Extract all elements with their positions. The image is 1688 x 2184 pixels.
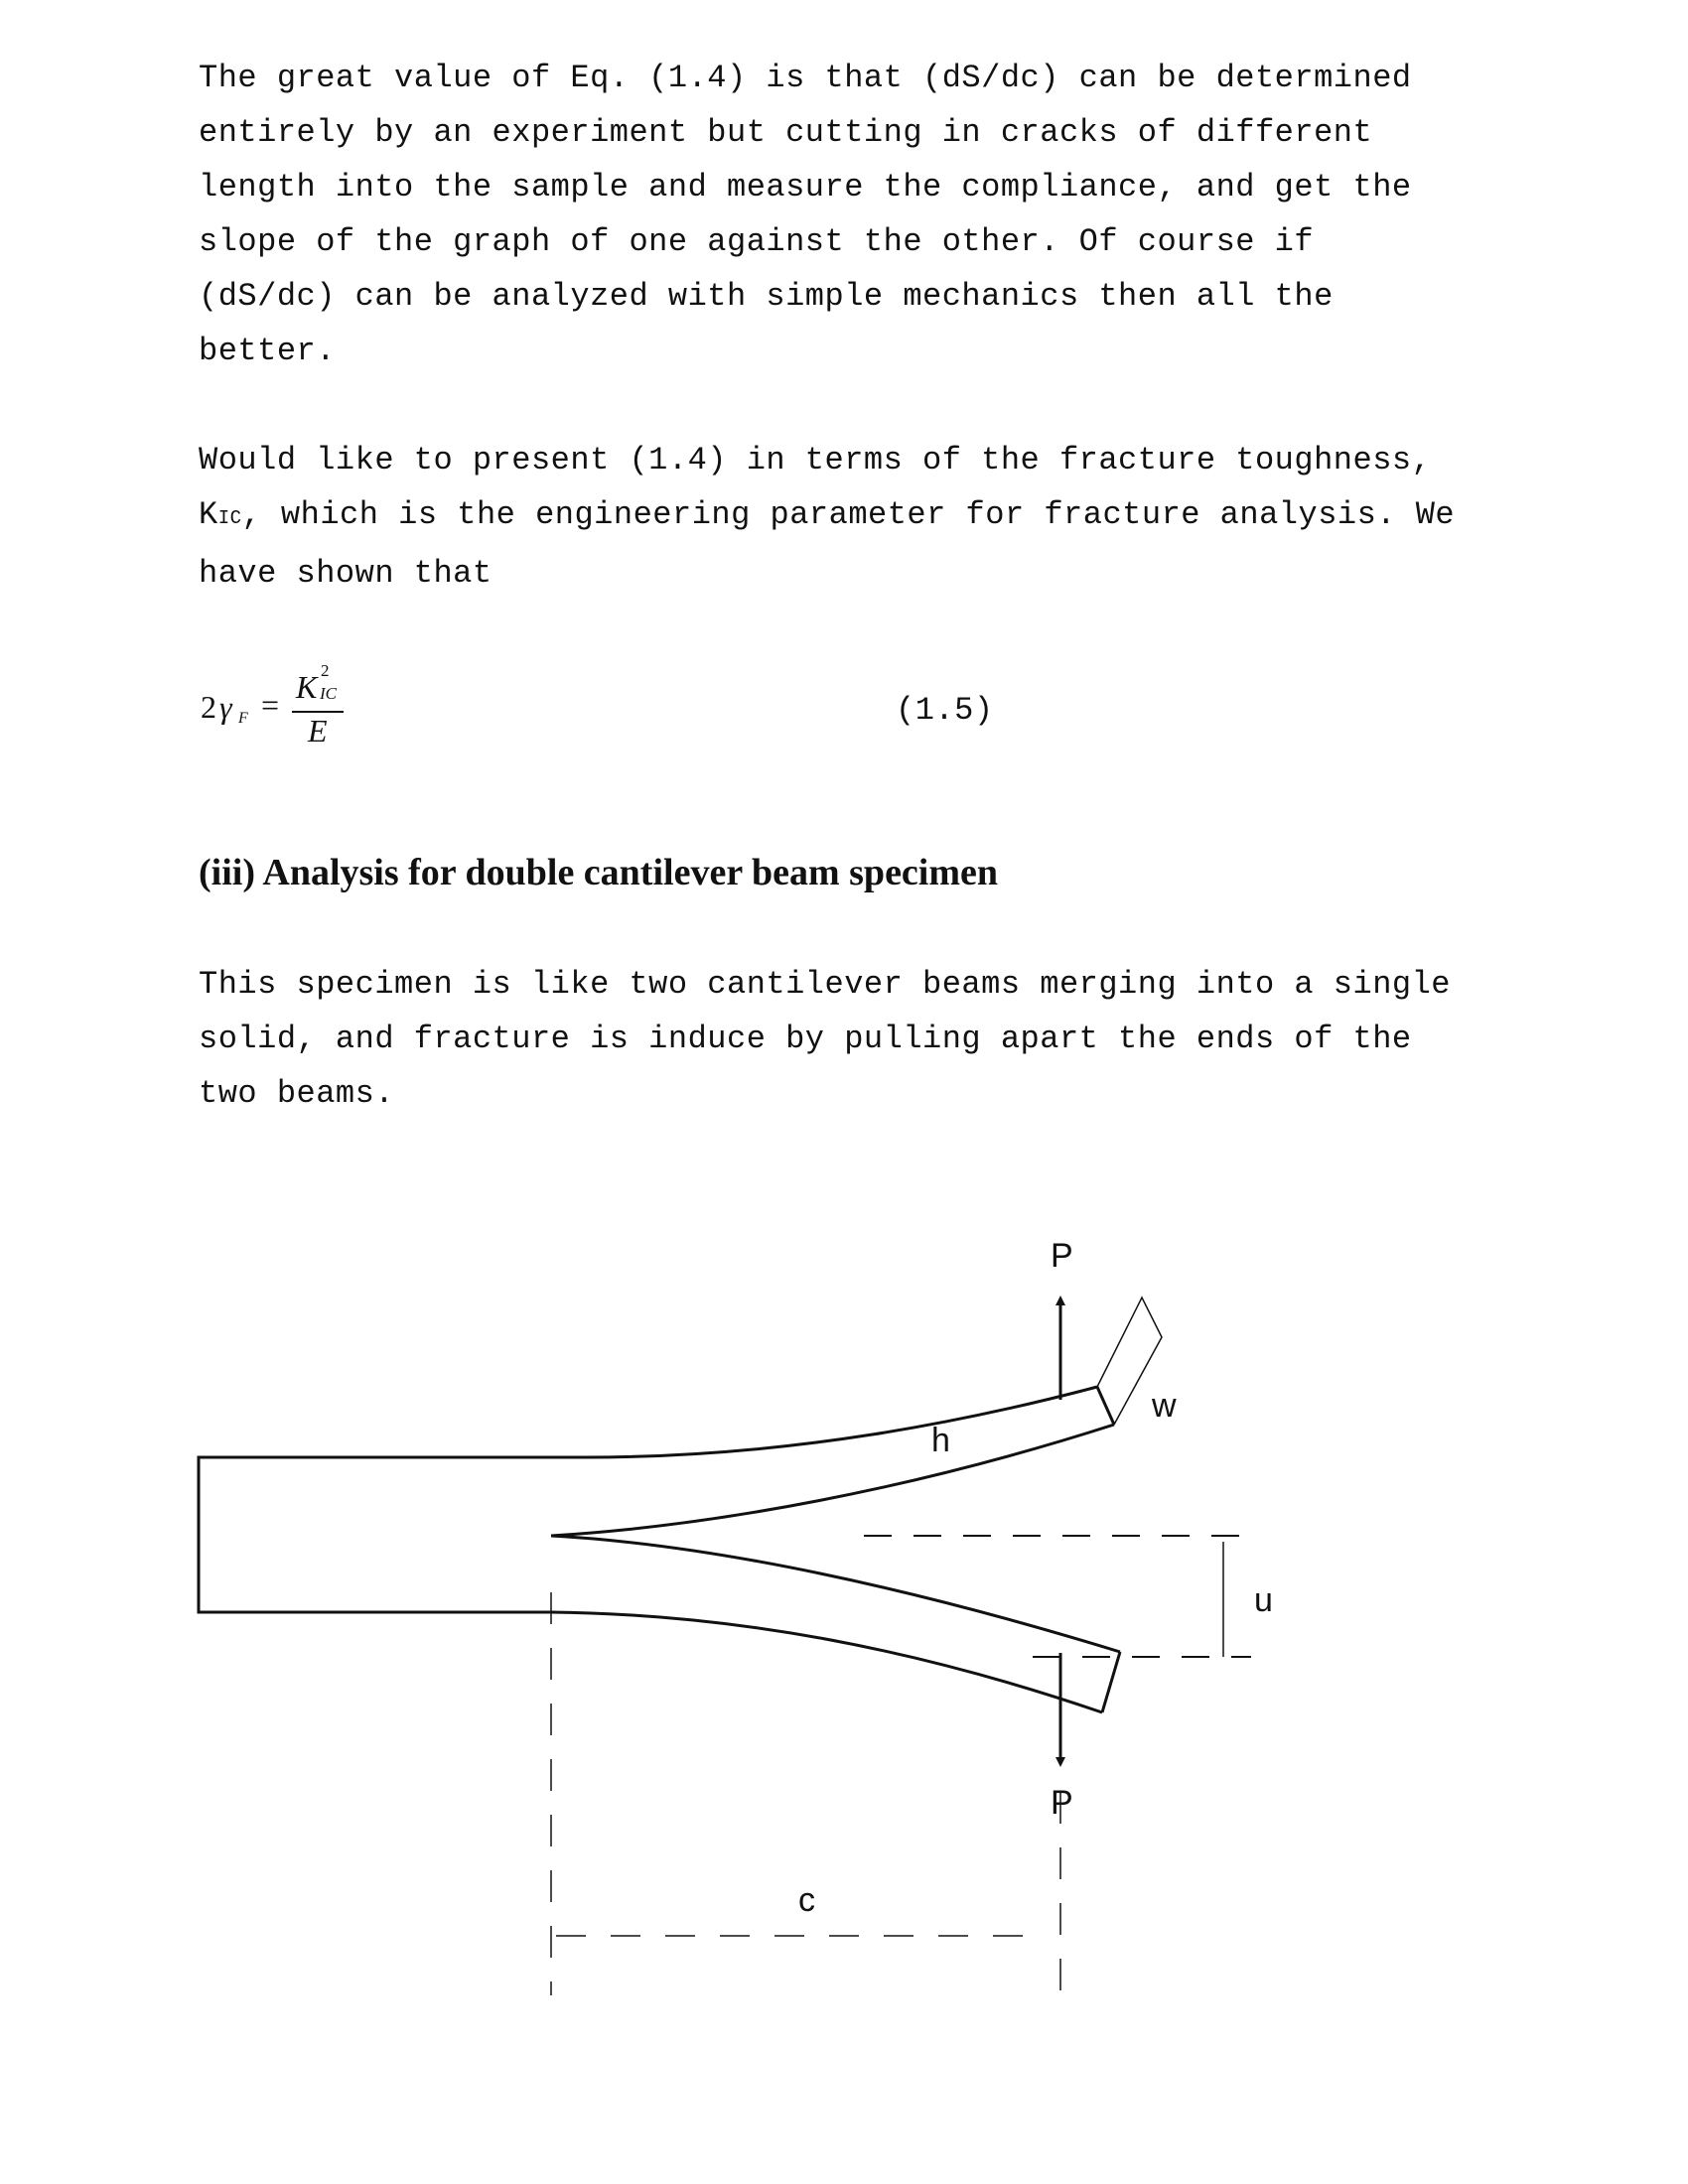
equation-numerator-subscript: IC — [320, 684, 337, 703]
section-heading: (iii) Analysis for double cantilever beam specimen — [199, 852, 999, 893]
equation-gamma: γ — [219, 689, 232, 725]
lower-beam-top-edge — [551, 1536, 1120, 1652]
equation-numerator: K — [296, 669, 318, 705]
text-line: entirely by an experiment but cutting in cracks of different — [199, 114, 1373, 151]
text-line: have shown that — [199, 555, 492, 592]
equation-gamma-subscript: F — [238, 710, 248, 727]
solid-block-outline — [199, 1457, 586, 1612]
label-load-top: P — [1051, 1237, 1073, 1275]
label-height: h — [931, 1422, 950, 1459]
text-line: solid, and fracture is induce by pulling apart the ends of the — [199, 1021, 1412, 1057]
text-line: length into the sample and measure the compliance, and get the — [199, 169, 1412, 205]
k-symbol: K — [199, 496, 218, 533]
text-line: better. — [199, 333, 336, 369]
label-displacement: u — [1254, 1581, 1273, 1619]
equation-coefficient: 2 — [201, 689, 216, 725]
k-subscript: IC — [217, 507, 242, 529]
specimen-body — [199, 1387, 1120, 1712]
label-crack-length: c — [798, 1881, 815, 1919]
text-line: The great value of Eq. (1.4) is that (dS/dc) can be determined — [199, 60, 1412, 96]
equation-numerator-superscript: 2 — [321, 661, 330, 680]
label-load-bottom: P — [1051, 1784, 1073, 1822]
text-line: This specimen is like two cantilever beams merging into a single — [199, 966, 1451, 1003]
text-line: slope of the graph of one against the other. Of course if — [199, 223, 1315, 260]
equation-denominator: E — [308, 713, 328, 749]
lower-beam-bottom-edge — [551, 1612, 1102, 1712]
equation-number: (1.5) — [896, 692, 994, 729]
text-fragment: , which is the engineering parameter for fracture analysis. We — [241, 496, 1456, 533]
text-line: (dS/dc) can be analyzed with simple mechanics then all the — [199, 278, 1334, 315]
text-line: two beams. — [199, 1075, 395, 1112]
upper-beam-end-face — [1097, 1387, 1114, 1425]
upper-beam-top-edge — [586, 1387, 1097, 1457]
lower-beam-end-face — [1102, 1652, 1120, 1712]
label-width: w — [1152, 1387, 1177, 1425]
equation-equals: = — [261, 687, 280, 723]
text-line: Would like to present (1.4) in terms of the fracture toughness, — [199, 442, 1432, 478]
